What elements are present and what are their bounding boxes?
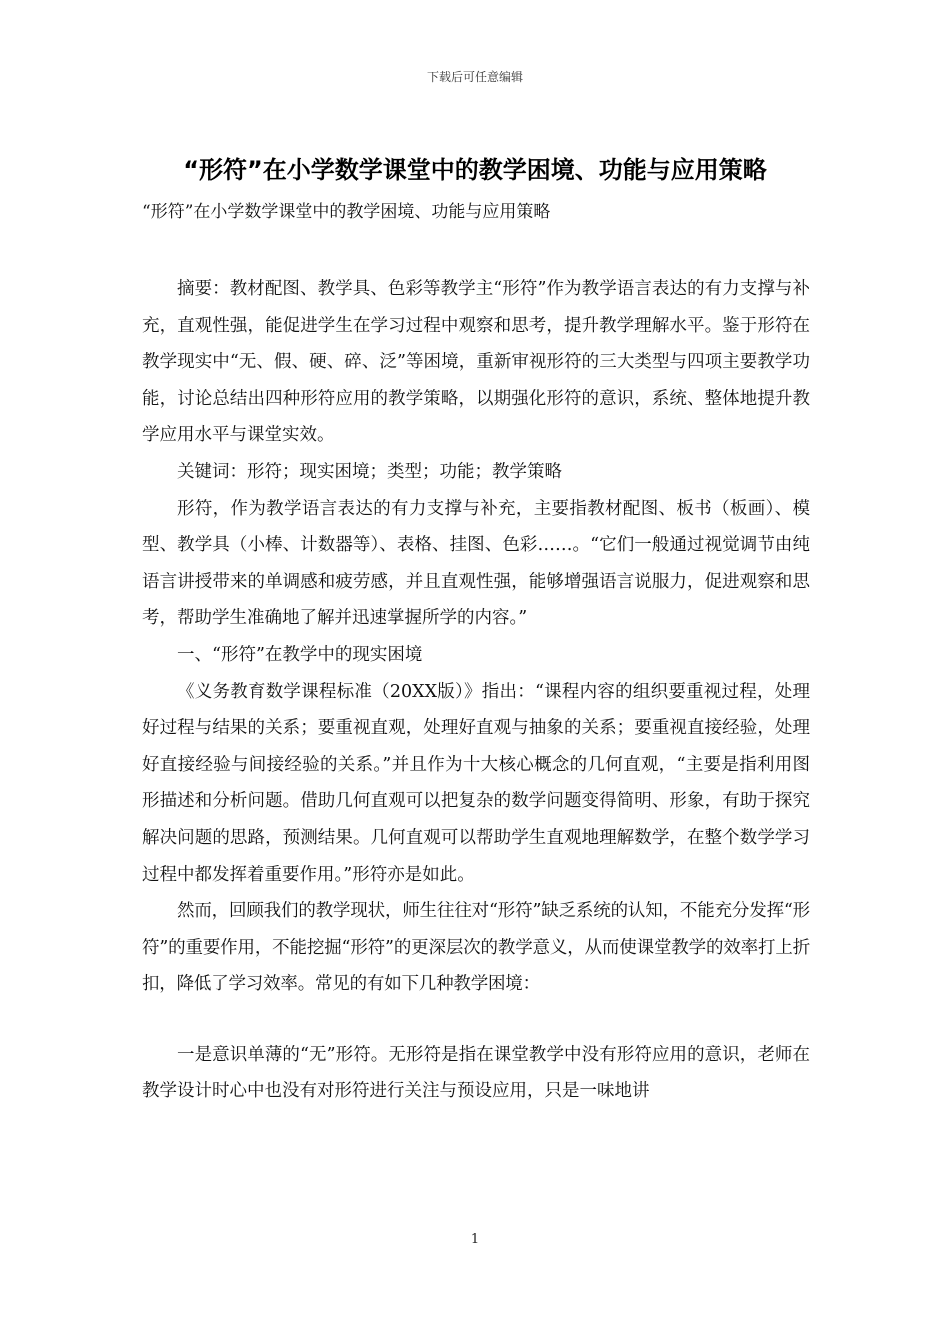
paragraph-gap	[142, 1003, 810, 1037]
curriculum-standard-paragraph: 《义务教育数学课程标准（20XX版）》指出：“课程内容的组织要重视过程，处理好过程与结果的关系；要重视直观，处理好直观与抽象的关系；要重视直接经验，处理好直接经验与间接经验的关系。”并且作为十大核心概念的几何直观，“主要是指利用图形描述和分析问题。借助几何直观可以把复杂的数学问题变得简明、形象，有助于探究解决问题的思路，预测结果。几何直观可以帮助学生直观地理解数学，在整个数学学习过程中都发挥着重要作用。”形符亦是如此。	[142, 681, 810, 885]
keywords-paragraph: 关键词：形符；现实困境；类型；功能；教学策略	[177, 461, 562, 482]
current-situation-paragraph: 然而，回顾我们的教学现状，师生往往对“形符”缺乏系统的认知，不能充分发挥“形符”的重要作用，不能挖掘“形符”的更深层次的教学意义，从而使课堂教学的效率打上折扣，降低了学习效率。常见的有如下几种教学困境：	[142, 901, 810, 995]
document-title: “形符”在小学数学课堂中的教学困境、功能与应用策略	[183, 156, 767, 184]
document-body	[142, 271, 810, 1110]
intro-paragraph: 形符，作为教学语言表达的有力支撑与补充，主要指教材配图、板书（板画）、模型、教学具（小棒、计数器等）、表格、挂图、色彩……。“它们一般通过视觉调节由纯语言讲授带来的单调感和疲劳感，并且直观性强，能够增强语言说服力，促进观察和思考，帮助学生准确地了解并迅速掌握所学的内容。”	[142, 498, 810, 629]
abstract-paragraph: 摘要：教材配图、教学具、色彩等教学主“形符”作为教学语言表达的有力支撑与补充，直观性强，能促进学生在学习过程中观察和思考，提升教学理解水平。鉴于形符在教学现实中“无、假、硬、碎、泛”等困境，重新审视形符的三大类型与四项主要教学功能，讨论总结出四种形符应用的教学策略，以期强化形符的意识，系统、整体地提升教学应用水平与课堂实效。	[142, 279, 810, 446]
document-subtitle: “形符”在小学数学课堂中的教学困境、功能与应用策略	[142, 202, 551, 222]
section-heading-1: 一、“形符”在教学中的现实困境	[177, 644, 423, 665]
page-number: 1	[470, 1232, 480, 1247]
page-header-note: 下载后可任意编辑	[426, 70, 523, 84]
dilemma-one-paragraph: 一是意识单薄的“无”形符。无形符是指在课堂教学中没有形符应用的意识，老师在教学设计时心中也没有对形符进行关注与预设应用，只是一味地讲	[142, 1044, 810, 1102]
